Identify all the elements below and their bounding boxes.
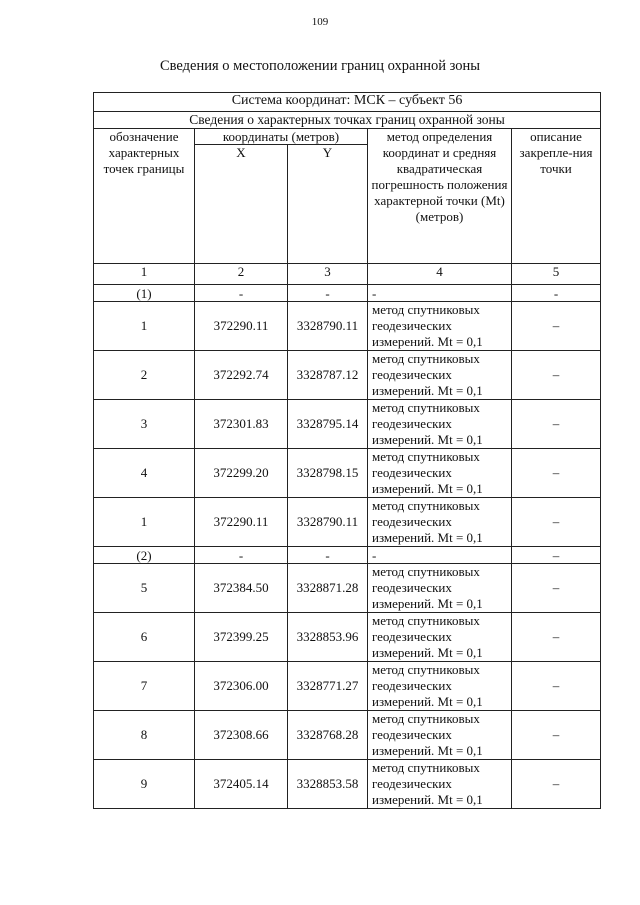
table-row xyxy=(94,711,601,760)
point-designation-cell: 1 xyxy=(94,498,195,547)
method-cell: - xyxy=(368,285,512,302)
x-coordinate-cell: 372308.66 xyxy=(195,711,288,760)
x-coordinate-cell: 372384.50 xyxy=(195,564,288,613)
table-row xyxy=(94,400,601,449)
table-row xyxy=(94,662,601,711)
point-designation-cell: 8 xyxy=(94,711,195,760)
table-row xyxy=(94,760,601,809)
method-cell: метод спутниковых геодезических измерений. Mt = 0,1 xyxy=(368,662,512,711)
x-coordinate-cell: 372405.14 xyxy=(195,760,288,809)
header-x: X xyxy=(195,145,288,264)
description-cell: – xyxy=(512,498,601,547)
column-number: 5 xyxy=(512,264,601,285)
group-row xyxy=(94,547,601,564)
x-coordinate-cell: 372301.83 xyxy=(195,400,288,449)
y-coordinate-cell: 3328853.96 xyxy=(288,613,368,662)
header-coordinates: координаты (метров) xyxy=(195,129,368,145)
x-coordinate-cell: - xyxy=(195,547,288,564)
method-cell: метод спутниковых геодезических измерений. Mt = 0,1 xyxy=(368,613,512,662)
description-cell: – xyxy=(512,400,601,449)
header-row-top xyxy=(94,129,601,145)
description-cell: – xyxy=(512,547,601,564)
point-designation-cell: 2 xyxy=(94,351,195,400)
method-cell: метод спутниковых геодезических измерений. Mt = 0,1 xyxy=(368,351,512,400)
table-row xyxy=(94,613,601,662)
y-coordinate-cell: 3328798.15 xyxy=(288,449,368,498)
x-coordinate-cell: 372290.11 xyxy=(195,302,288,351)
column-number: 1 xyxy=(94,264,195,285)
subtitle-row xyxy=(94,112,601,129)
description-cell: – xyxy=(512,302,601,351)
table-row xyxy=(94,498,601,547)
description-cell: – xyxy=(512,449,601,498)
header-y: Y xyxy=(288,145,368,264)
coordinate-system-cell: Система координат: МСК – субъект 56 xyxy=(94,93,601,112)
document-title: Сведения о местоположении границ охранной зоны xyxy=(159,58,480,74)
coordinates-table xyxy=(93,92,601,809)
method-cell: метод спутниковых геодезических измерений. Mt = 0,1 xyxy=(368,449,512,498)
description-cell: – xyxy=(512,662,601,711)
point-designation-cell: 1 xyxy=(94,302,195,351)
table-row xyxy=(94,302,601,351)
table-row xyxy=(94,351,601,400)
method-cell: - xyxy=(368,547,512,564)
method-cell: метод спутниковых геодезических измерений. Mt = 0,1 xyxy=(368,400,512,449)
coordinate-system-row xyxy=(94,93,601,112)
page-number: 109 xyxy=(311,16,329,28)
x-coordinate-cell: 372292.74 xyxy=(195,351,288,400)
method-cell: метод спутниковых геодезических измерений. Mt = 0,1 xyxy=(368,302,512,351)
point-designation-cell: 9 xyxy=(94,760,195,809)
description-cell: – xyxy=(512,613,601,662)
point-designation-cell: (1) xyxy=(94,285,195,302)
point-designation-cell: 3 xyxy=(94,400,195,449)
x-coordinate-cell: - xyxy=(195,285,288,302)
method-cell: метод спутниковых геодезических измерений. Mt = 0,1 xyxy=(368,498,512,547)
description-cell: – xyxy=(512,564,601,613)
method-cell: метод спутниковых геодезических измерений. Mt = 0,1 xyxy=(368,564,512,613)
header-description: описание закрепле-ния точки xyxy=(512,129,601,264)
method-cell: метод спутниковых геодезических измерений. Mt = 0,1 xyxy=(368,760,512,809)
header-designation: обозначение характерных точек границы xyxy=(94,129,195,264)
y-coordinate-cell: 3328871.28 xyxy=(288,564,368,613)
y-coordinate-cell: 3328790.11 xyxy=(288,498,368,547)
y-coordinate-cell: - xyxy=(288,285,368,302)
point-designation-cell: 7 xyxy=(94,662,195,711)
subtitle-cell: Сведения о характерных точках границ охранной зоны xyxy=(94,112,601,129)
y-coordinate-cell: 3328795.14 xyxy=(288,400,368,449)
y-coordinate-cell: - xyxy=(288,547,368,564)
y-coordinate-cell: 3328787.12 xyxy=(288,351,368,400)
column-number: 4 xyxy=(368,264,512,285)
y-coordinate-cell: 3328853.58 xyxy=(288,760,368,809)
table-row xyxy=(94,564,601,613)
point-designation-cell: 6 xyxy=(94,613,195,662)
header-method: метод определения координат и средняя квадратическая погрешность положения характерной точки (Мt) (метров) xyxy=(368,129,512,264)
point-designation-cell: 4 xyxy=(94,449,195,498)
x-coordinate-cell: 372306.00 xyxy=(195,662,288,711)
column-number-row xyxy=(94,264,601,285)
description-cell: – xyxy=(512,351,601,400)
column-number: 3 xyxy=(288,264,368,285)
y-coordinate-cell: 3328771.27 xyxy=(288,662,368,711)
method-cell: метод спутниковых геодезических измерений. Mt = 0,1 xyxy=(368,711,512,760)
description-cell: - xyxy=(512,285,601,302)
point-designation-cell: 5 xyxy=(94,564,195,613)
x-coordinate-cell: 372290.11 xyxy=(195,498,288,547)
group-row xyxy=(94,285,601,302)
y-coordinate-cell: 3328768.28 xyxy=(288,711,368,760)
description-cell: – xyxy=(512,760,601,809)
description-cell: – xyxy=(512,711,601,760)
x-coordinate-cell: 372299.20 xyxy=(195,449,288,498)
y-coordinate-cell: 3328790.11 xyxy=(288,302,368,351)
table-row xyxy=(94,449,601,498)
point-designation-cell: (2) xyxy=(94,547,195,564)
x-coordinate-cell: 372399.25 xyxy=(195,613,288,662)
column-number: 2 xyxy=(195,264,288,285)
